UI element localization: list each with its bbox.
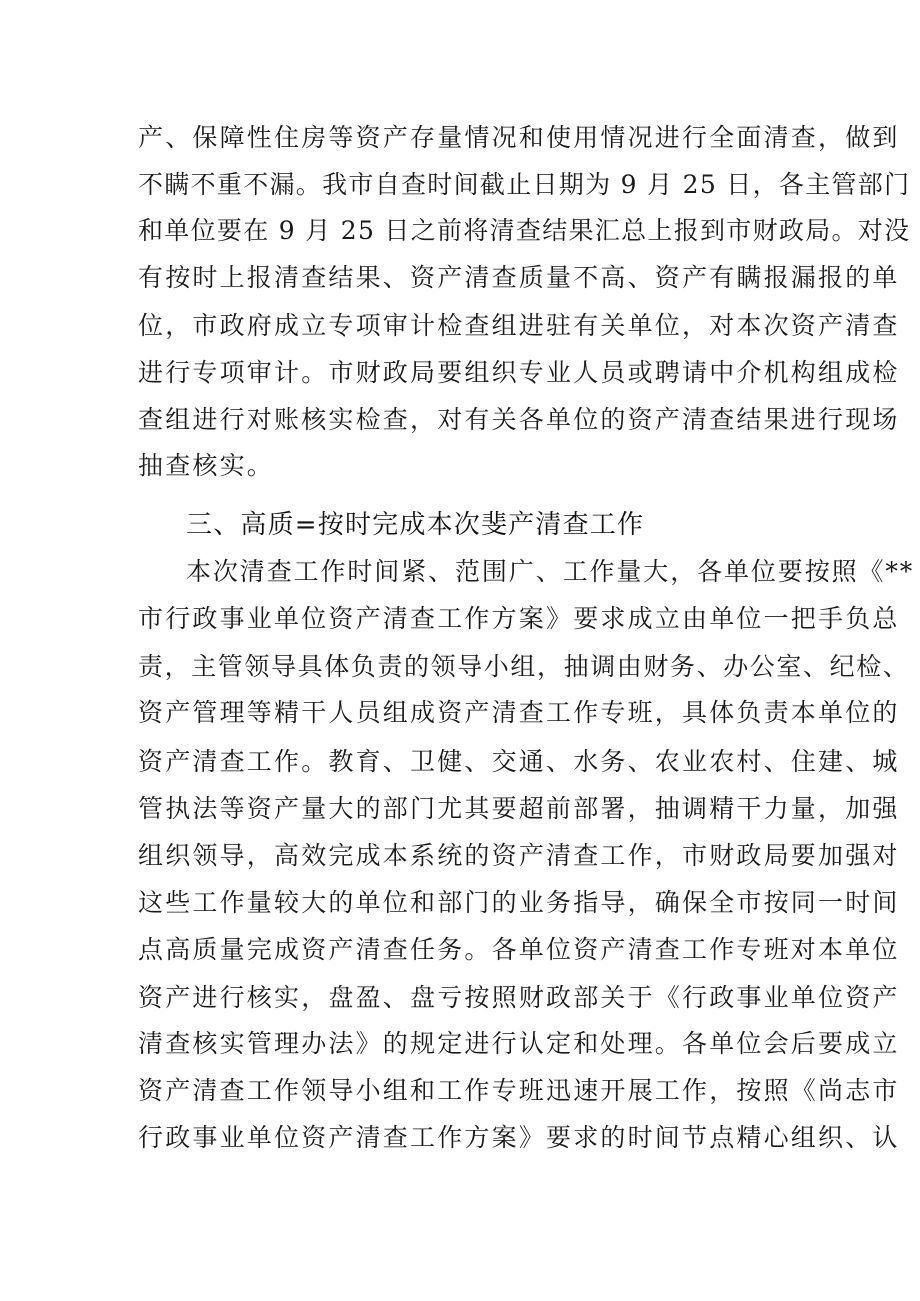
paragraph-line: 管执法等资产量大的部门尤其要超前部署，抽调精干力量，加强 — [138, 794, 900, 823]
paragraph-line: 进行专项审计。市财政局要组织专业人员或聘请中介机构组成检 — [138, 358, 900, 387]
paragraph-line: 产、保障性住房等资产存量情况和使用情况进行全面清查，做到 — [138, 123, 900, 152]
paragraph-line: 资产清查工作领导小组和工作专班迅速开展工作，按照《尚志市 — [138, 1076, 900, 1105]
paragraph-line: 责，主管领导具体负责的领导小组，抽调由财务、办公室、纪检、 — [138, 652, 910, 681]
paragraph-line: 资产进行核实，盘盈、盘亏按照财政部关于《行政事业单位资产 — [138, 983, 900, 1012]
paragraph-line: 这些工作量较大的单位和部门的业务指导，确保全市按同一时间 — [138, 888, 900, 917]
section-heading: 三、高质=按时完成本次斐产清查工作 — [186, 510, 645, 540]
paragraph-line: 和单位要在 9 月 25 日之前将清查结果汇总上报到市财政局。对没 — [138, 216, 911, 245]
paragraph-line: 资产管理等精干人员组成资产清查工作专班，具体负责本单位的 — [138, 698, 900, 727]
paragraph-line: 点高质量完成资产清查任务。各单位资产清查工作专班对本单位 — [138, 935, 900, 964]
paragraph-line: 行政事业单位资产清查工作方案》要求的时间节点精心组织、认 — [138, 1123, 900, 1152]
paragraph-line: 不瞒不重不漏。我市自查时间截止日期为 9 月 25 日，各主管部门 — [138, 170, 911, 199]
paragraph-line: 位，市政府成立专项审计检查组进驻有关单位，对本次资产清查 — [138, 311, 900, 340]
paragraph-line: 查组进行对账核实检查，对有关各单位的资产清查结果进行现场 — [138, 405, 900, 434]
paragraph-line: 抽查核实。 — [138, 451, 275, 480]
paragraph-line: 市行政事业单位资产清查工作方案》要求成立由单位一把手负总 — [138, 604, 900, 633]
paragraph-line: 资产清查工作。教育、卫健、交通、水务、农业农村、住建、城 — [138, 747, 900, 776]
paragraph-line: 有按时上报清查结果、资产清查质量不高、资产有瞒报漏报的单 — [138, 263, 900, 292]
paragraph-line: 组织领导，高效完成本系统的资产清查工作，市财政局要加强对 — [138, 841, 900, 870]
paragraph-line: 清查核实管理办法》的规定进行认定和处理。各单位会后要成立 — [138, 1029, 900, 1058]
paragraph-line: 本次清查工作时间紧、范围广、工作量大，各单位要按照《** — [186, 557, 915, 586]
